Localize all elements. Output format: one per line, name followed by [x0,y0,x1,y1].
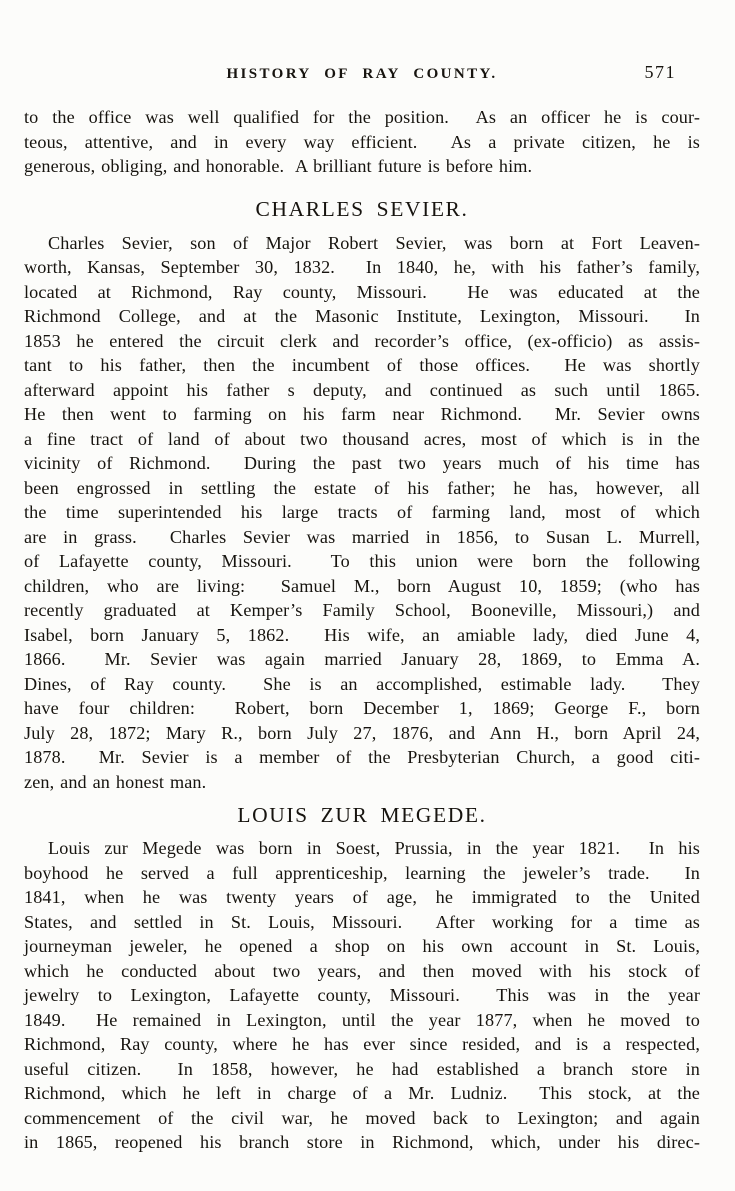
text-line: to the office was well qualified for the position. As an officer he is cour- [24,107,700,127]
text-line: generous, obliging, and honorable. A brilliant future is before him. [24,156,533,176]
text-line: zen, and an honest man. [24,771,207,792]
text-line: 1853 he entered the circuit clerk and recorder’s office, (ex-officio) as assis- [24,330,700,351]
text-line: 1849. He remained in Lexington, until the year 1877, when he moved to [24,1009,700,1030]
section-heading-charles-sevier: CHARLES SEVIER. [255,196,469,221]
text-line: Richmond College, and at the Masonic Institute, Lexington, Missouri. In [24,306,700,326]
text-line: journeyman jeweler, he opened a shop on his own account in St. Louis, [24,936,700,956]
text-line: jewelry to Lexington, Lafayette county, Missouri. This was in the year [24,985,700,1005]
text-line: Dines, of Ray county. She is an accomplished, estimable lady. They [24,673,700,694]
text-line: He then went to farming on his farm near Richmond. Mr. Sevier owns [24,404,700,424]
text-line: been engrossed in settling the estate of his father; he has, however, all [24,477,700,498]
text-line: have four children: Robert, born December 1, 1869; George F., born [24,698,700,718]
text-line: 1841, when he was twenty years of age, he immigrated to the United [24,887,700,907]
text-line: a fine tract of land of about two thousand acres, most of which is in the [24,428,700,449]
text-line: tant to his father, then the incumbent of those offices. He was shortly [24,355,700,375]
text-line: States, and settled in St. Louis, Missouri. After working for a time as [24,911,700,932]
text-line: the time superintended his large tracts of farming land, most of which [24,502,700,522]
text-line: July 28, 1872; Mary R., born July 27, 1876, and Ann H., born April 24, [24,722,700,743]
text-line: teous, attentive, and in every way efficient. As a private citizen, he is [24,131,700,152]
text-line: useful citizen. In 1858, however, he had established a branch store in [24,1058,700,1079]
text-line: 1878. Mr. Sevier is a member of the Presbyterian Church, a good citi- [24,747,700,767]
text-line: Isabel, born January 5, 1862. His wife, an amiable lady, died June 4, [24,624,700,645]
text-line: boyhood he served a full apprenticeship, learning the jeweler’s trade. In [24,862,700,883]
text-line: which he conducted about two years, and then moved with his stock of [24,960,700,981]
page-number: 571 [644,62,676,82]
text-line: worth, Kansas, September 30, 1832. In 1840, he, with his father’s family, [24,257,700,277]
text-line: 1866. Mr. Sevier was again married January 28, 1869, to Emma A. [24,649,700,669]
running-head-title: HISTORY OF RAY COUNTY. [226,66,498,82]
running-head [24,63,700,85]
text-line: Richmond, which he left in charge of a Mr. Ludniz. This stock, at the [24,1083,700,1103]
text-line: Charles Sevier, son of Major Robert Sevier, was born at Fort Leaven- [48,232,700,253]
text-line: located at Richmond, Ray county, Missouri. He was educated at the [24,281,700,302]
charles-sevier-paragraph [24,231,700,795]
text-line: in 1865, reopened his branch store in Richmond, which, under his direc- [24,1132,700,1152]
text-line: vicinity of Richmond. During the past two years much of his time has [24,453,700,473]
text-line: afterward appoint his father s deputy, and continued as such until 1865. [24,379,700,400]
louis-zur-megede-paragraph [24,836,700,1155]
text-line: commencement of the civil war, he moved back to Lexington; and again [24,1107,700,1128]
text-line: Richmond, Ray county, where he has ever since resided, and is a respected, [24,1034,700,1054]
text-line: of Lafayette county, Missouri. To this union were born the following [24,551,700,571]
intro-paragraph [24,105,700,179]
text-line: children, who are living: Samuel M., born August 10, 1859; (who has [24,575,700,596]
text-line: are in grass. Charles Sevier was married in 1856, to Susan L. Murrell, [24,526,700,547]
text-line: Louis zur Megede was born in Soest, Prussia, in the year 1821. In his [48,838,700,858]
text-line: recently graduated at Kemper’s Family School, Booneville, Missouri,) and [24,600,700,620]
page-body [24,105,700,1155]
section-heading-louis-zur-megede: LOUIS ZUR MEGEDE. [237,803,487,827]
